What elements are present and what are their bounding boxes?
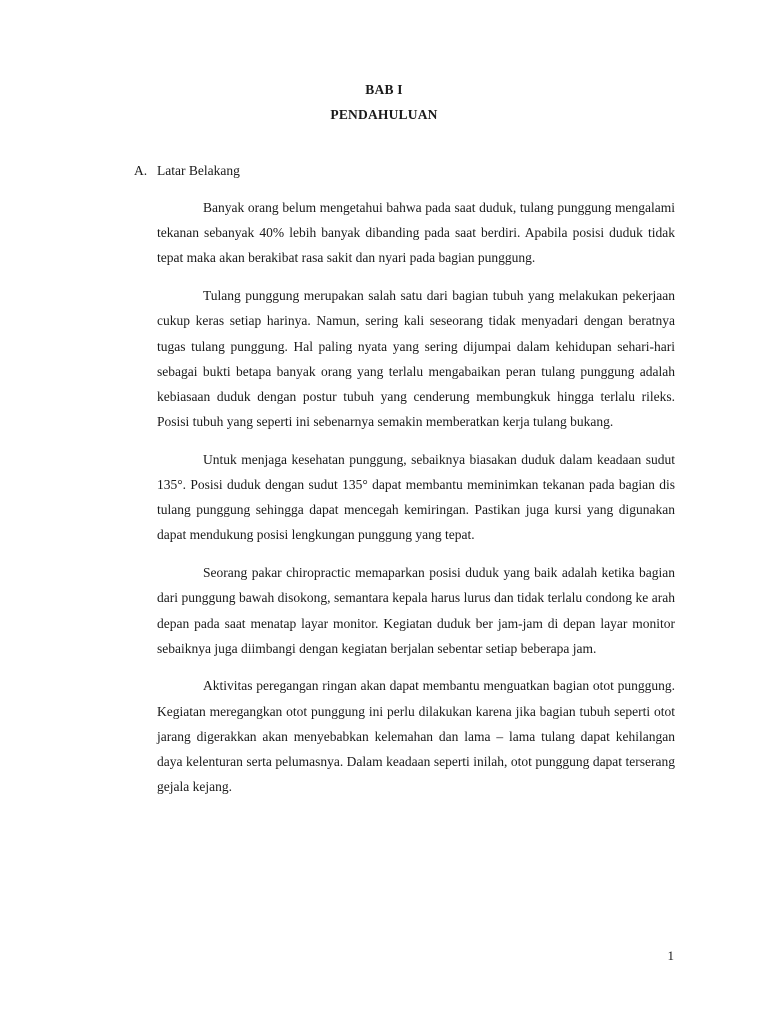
section-title: Latar Belakang — [157, 163, 240, 178]
paragraph-4: Seorang pakar chiropractic memaparkan posisi duduk yang baik adalah ketika bagian dari punggung bawah disokong, semantara kepala harus lurus dan tidak terlalu condong ke arah depan pada saat menatap layar monitor. Kegiatan duduk ber jam-jam di depan layar monitor sebaiknya juga diimbangi dengan kegiatan berjalan sebentar setiap beberapa jam. — [157, 565, 675, 656]
paragraph-2: Tulang punggung merupakan salah satu dari bagian tubuh yang melakukan pekerjaan cukup keras setiap harinya. Namun, sering kali seseorang tidak menyadari dengan beratnya tugas tulang punggung. Hal paling nyata yang sering dijumpai dalam kehidupan sehari-hari sebagai bukti betapa banyak orang yang terlalu mengabaikan peran tulang punggung adalah kebiasaan duduk dengan postur tubuh yang cenderung membungkuk hingga terlalu rileks. Posisi tubuh yang seperti ini sebenarnya semakin memberatkan kerja tulang bukang. — [157, 288, 675, 430]
paragraph-5: Aktivitas peregangan ringan akan dapat membantu menguatkan bagian otot punggung. Kegiatan meregangkan otot punggung ini perlu dilakukan karena jika bagian tubuh seperti otot jarang digerakkan akan menyebabkan kelemahan dan lama – lama tulang dapat kehilangan daya kelenturan serta pelumasnya. Dalam keadaan seperti inilah, otot punggung dapat terserang gejala kejang. — [157, 678, 675, 795]
paragraph-1: Banyak orang belum mengetahui bahwa pada saat duduk, tulang punggung mengalami tekanan sebanyak 40% lebih banyak dibanding pada saat berdiri. Apabila posisi duduk tidak tepat maka akan berakibat rasa sakit dan nyari pada bagian punggung. — [157, 200, 675, 266]
section-letter: A. — [134, 163, 148, 178]
paragraph-3: Untuk menjaga kesehatan punggung, sebaiknya biasakan duduk dalam keadaan sudut 135°. Posisi duduk dengan sudut 135° dapat membantu meminimkan tekanan pada bagian dis tulang punggung sehingga dapat mencegah kemiringan. Pastikan juga kursi yang digunakan dapat mendukung posisi lengkungan punggung yang tepat. — [157, 451, 675, 543]
chapter-title: PENDAHULUAN — [330, 107, 438, 122]
body-text — [157, 195, 675, 812]
page-number: 1 — [667, 948, 674, 963]
chapter-number: BAB I — [365, 82, 403, 97]
section-heading — [134, 163, 240, 179]
